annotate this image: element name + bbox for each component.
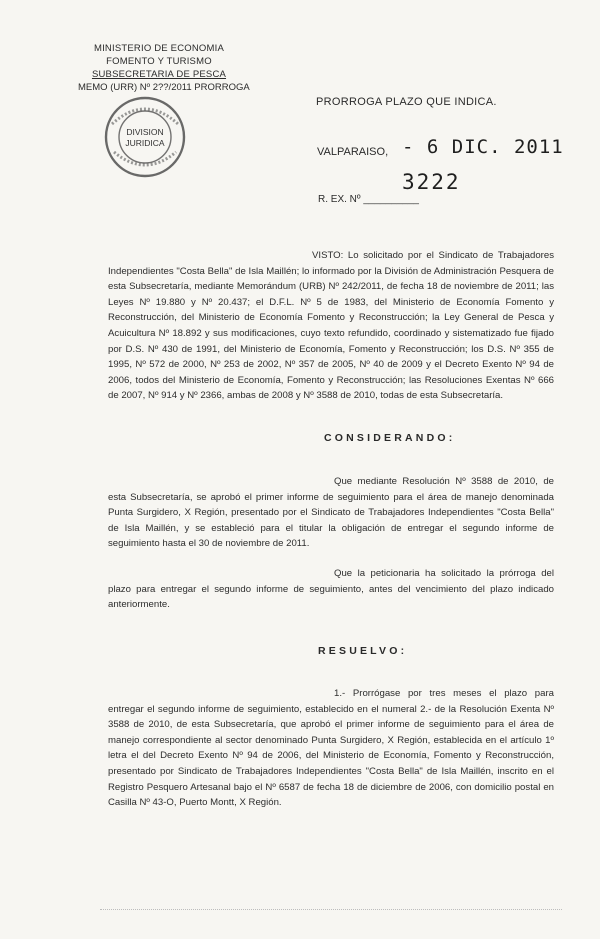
- resuelvo-1-paragraph: [108, 686, 554, 811]
- city-label: VALPARAISO,: [317, 146, 389, 158]
- resolution-number: 3222: [402, 170, 461, 194]
- ministry-name: MINISTERIO DE ECONOMIA: [93, 43, 225, 54]
- considerando-2-paragraph: [108, 566, 554, 613]
- considerando-heading: CONSIDERANDO:: [324, 432, 456, 444]
- ministry-subtitle: FOMENTO Y TURISMO: [106, 56, 212, 67]
- visto-text: VISTO: Lo solicitado por el Sindicato de Trabajadores Independientes "Costa Bella" de Isla Maillén; lo informado por la División de Administración Pesquera de esta Subsecretaría, mediante Memorándum (URB) Nº 242/2011, de fecha 18 de noviembre de 2011; las Leyes Nº 19.880 y Nº 20.437; el D.F.L. Nº 5 de 1983, del Ministerio de Economía Fomento y Reconstrucción, del Ministerio de Economía Fomento y Reconstrucción; la Ley General de Pesca y Acuicultura Nº 18.892 y sus modificaciones, cuyo texto refundido, coordinado y sistematizado fue fijado por D.S. Nº 430 de 1991, del Ministerio de Economía, Fomento y Reconstrucción; los D.S. Nº 355 de 1995, Nº 572 de 2000, Nº 253 de 2002, Nº 357 de 2005, Nº 40 de 2009 y el Decreto Exento Nº 94 de 2006, todos del Ministerio de Economía, Fomento y Reconstrucción; las Resoluciones Exentas Nº 666 de 2007, Nº 914 y Nº 2366, ambas de 2008 y Nº 3588 de 2010, todas de esta Subsecretaría.: [108, 250, 554, 402]
- handwritten-date: - 6 DIC. 2011: [402, 136, 564, 158]
- considerando-1-text: Que mediante Resolución Nº 3588 de 2010, de esta Subsecretaría, se aprobó el primer informe de seguimiento para el área de manejo denominada Punta Surgidero, X Región, presentado por el Sindicato de Trabajadores Independientes "Costa Bella" de Isla Maillén, y se estableció para el titular la obligación de entregar el segundo informe de seguimiento hasta el 30 de noviembre de 2011.: [108, 476, 554, 550]
- resuelvo-1-text: 1.- Prorrógase por tres meses el plazo para entregar el segundo informe de seguimiento, establecido en el numeral 2.- de la Resolución Exenta Nº 3588 de 2010, de esta Subsecretaría, que aprobó el primer informe de seguimiento para el área de manejo correspondiente al sector denominado Punta Surgidero, X Región, establecida en el artículo 1º letra el del Decreto Exento Nº 94 de 2006, del Ministerio de Economía, Fomento y Reconstrucción, presentado por Sindicato de Trabajadores Independientes "Costa Bella" de Isla Maillén, inscrito en el Registro Pesquero Artesanal bajo el Nº 6587 de fecha 18 de diciembre de 2006, con domicilio postal en Casilla Nº 43-O, Puerto Montt, X Región.: [108, 688, 554, 809]
- document-subject: PRORROGA PLAZO QUE INDICA.: [316, 96, 497, 108]
- visto-paragraph: [108, 248, 554, 404]
- memo-reference: MEMO (URR) Nº 2??/2011 PRORROGA: [78, 82, 250, 93]
- stamp-line-2: JURIDICA: [125, 138, 165, 148]
- stamp-line-1: DIVISION: [126, 127, 164, 137]
- subsecretaria-name: SUBSECRETARIA DE PESCA: [91, 69, 227, 80]
- resuelvo-heading: RESUELVO:: [318, 645, 408, 657]
- considerando-2-text: Que la peticionaria ha solicitado la prórroga del plazo para entregar el segundo informe de seguimiento, antes del vencimiento del plazo indicado anteriormente.: [108, 568, 554, 611]
- letterhead: [74, 42, 244, 81]
- page-bottom-rule: [100, 909, 562, 910]
- rex-label: R. EX. Nº __________: [318, 194, 419, 205]
- considerando-1-paragraph: [108, 474, 554, 552]
- division-juridica-stamp: [102, 94, 188, 180]
